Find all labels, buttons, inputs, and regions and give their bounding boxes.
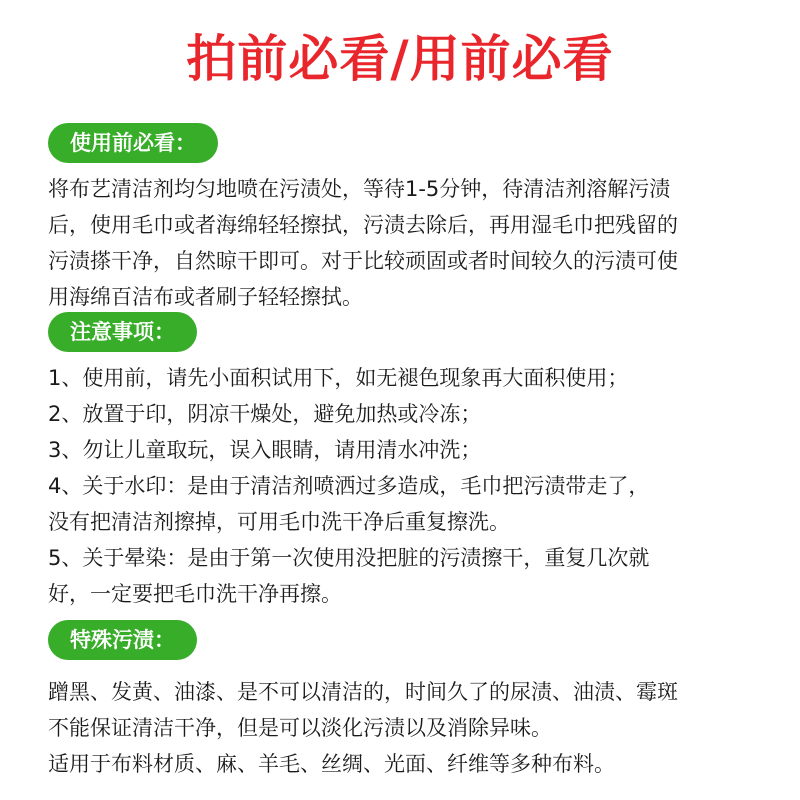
- notes-section: [48, 312, 760, 612]
- usage-line: 将布艺清洁剂均匀地喷在污渍处，等待1-5分钟，待清洁剂溶解污渍: [48, 177, 671, 201]
- usage-section: [48, 123, 760, 315]
- note-line: 好，一定要把毛巾洗干净再擦。: [48, 582, 342, 606]
- usage-body: [48, 171, 760, 315]
- notes-heading: 注意事项：: [48, 312, 197, 352]
- note-line: 2、放置于印，阴凉干燥处，避免加热或冷冻；: [48, 402, 482, 426]
- usage-line: 后，使用毛巾或者海绵轻轻擦拭，污渍去除后，再用湿毛巾把残留的: [48, 213, 678, 237]
- notes-body: [48, 360, 760, 612]
- note-line: 3、勿让儿童取玩，误入眼睛，请用清水冲洗；: [48, 438, 482, 462]
- note-line: 没有把清洁剂擦掉，可用毛巾洗干净后重复擦洗。: [48, 510, 510, 534]
- special-line: 蹭黑、发黄、油漆、是不可以清洁的，时间久了的尿渍、油渍、霉斑: [48, 680, 678, 704]
- note-line: 1、使用前，请先小面积试用下，如无褪色现象再大面积使用；: [48, 366, 629, 390]
- special-section: [48, 620, 760, 782]
- special-line: 适用于布料材质、麻、羊毛、丝绸、光面、纤维等多种布料。: [48, 752, 615, 776]
- page-title: 拍前必看/用前必看: [186, 30, 614, 88]
- special-body: [48, 674, 760, 782]
- note-line: 5、关于晕染：是由于第一次使用没把脏的污渍擦干，重复几次就: [48, 546, 650, 570]
- usage-line: 用海绵百洁布或者刷子轻轻擦拭。: [48, 285, 363, 309]
- note-line: 4、关于水印：是由于清洁剂喷洒过多造成，毛巾把污渍带走了，: [48, 474, 650, 498]
- usage-line: 污渍搽干净，自然晾干即可。对于比较顽固或者时间较久的污渍可使: [48, 249, 678, 273]
- usage-heading: 使用前必看：: [48, 123, 218, 163]
- special-heading: 特殊污渍：: [48, 620, 197, 660]
- special-line: 不能保证清洁干净，但是可以淡化污渍以及消除异味。: [48, 716, 552, 740]
